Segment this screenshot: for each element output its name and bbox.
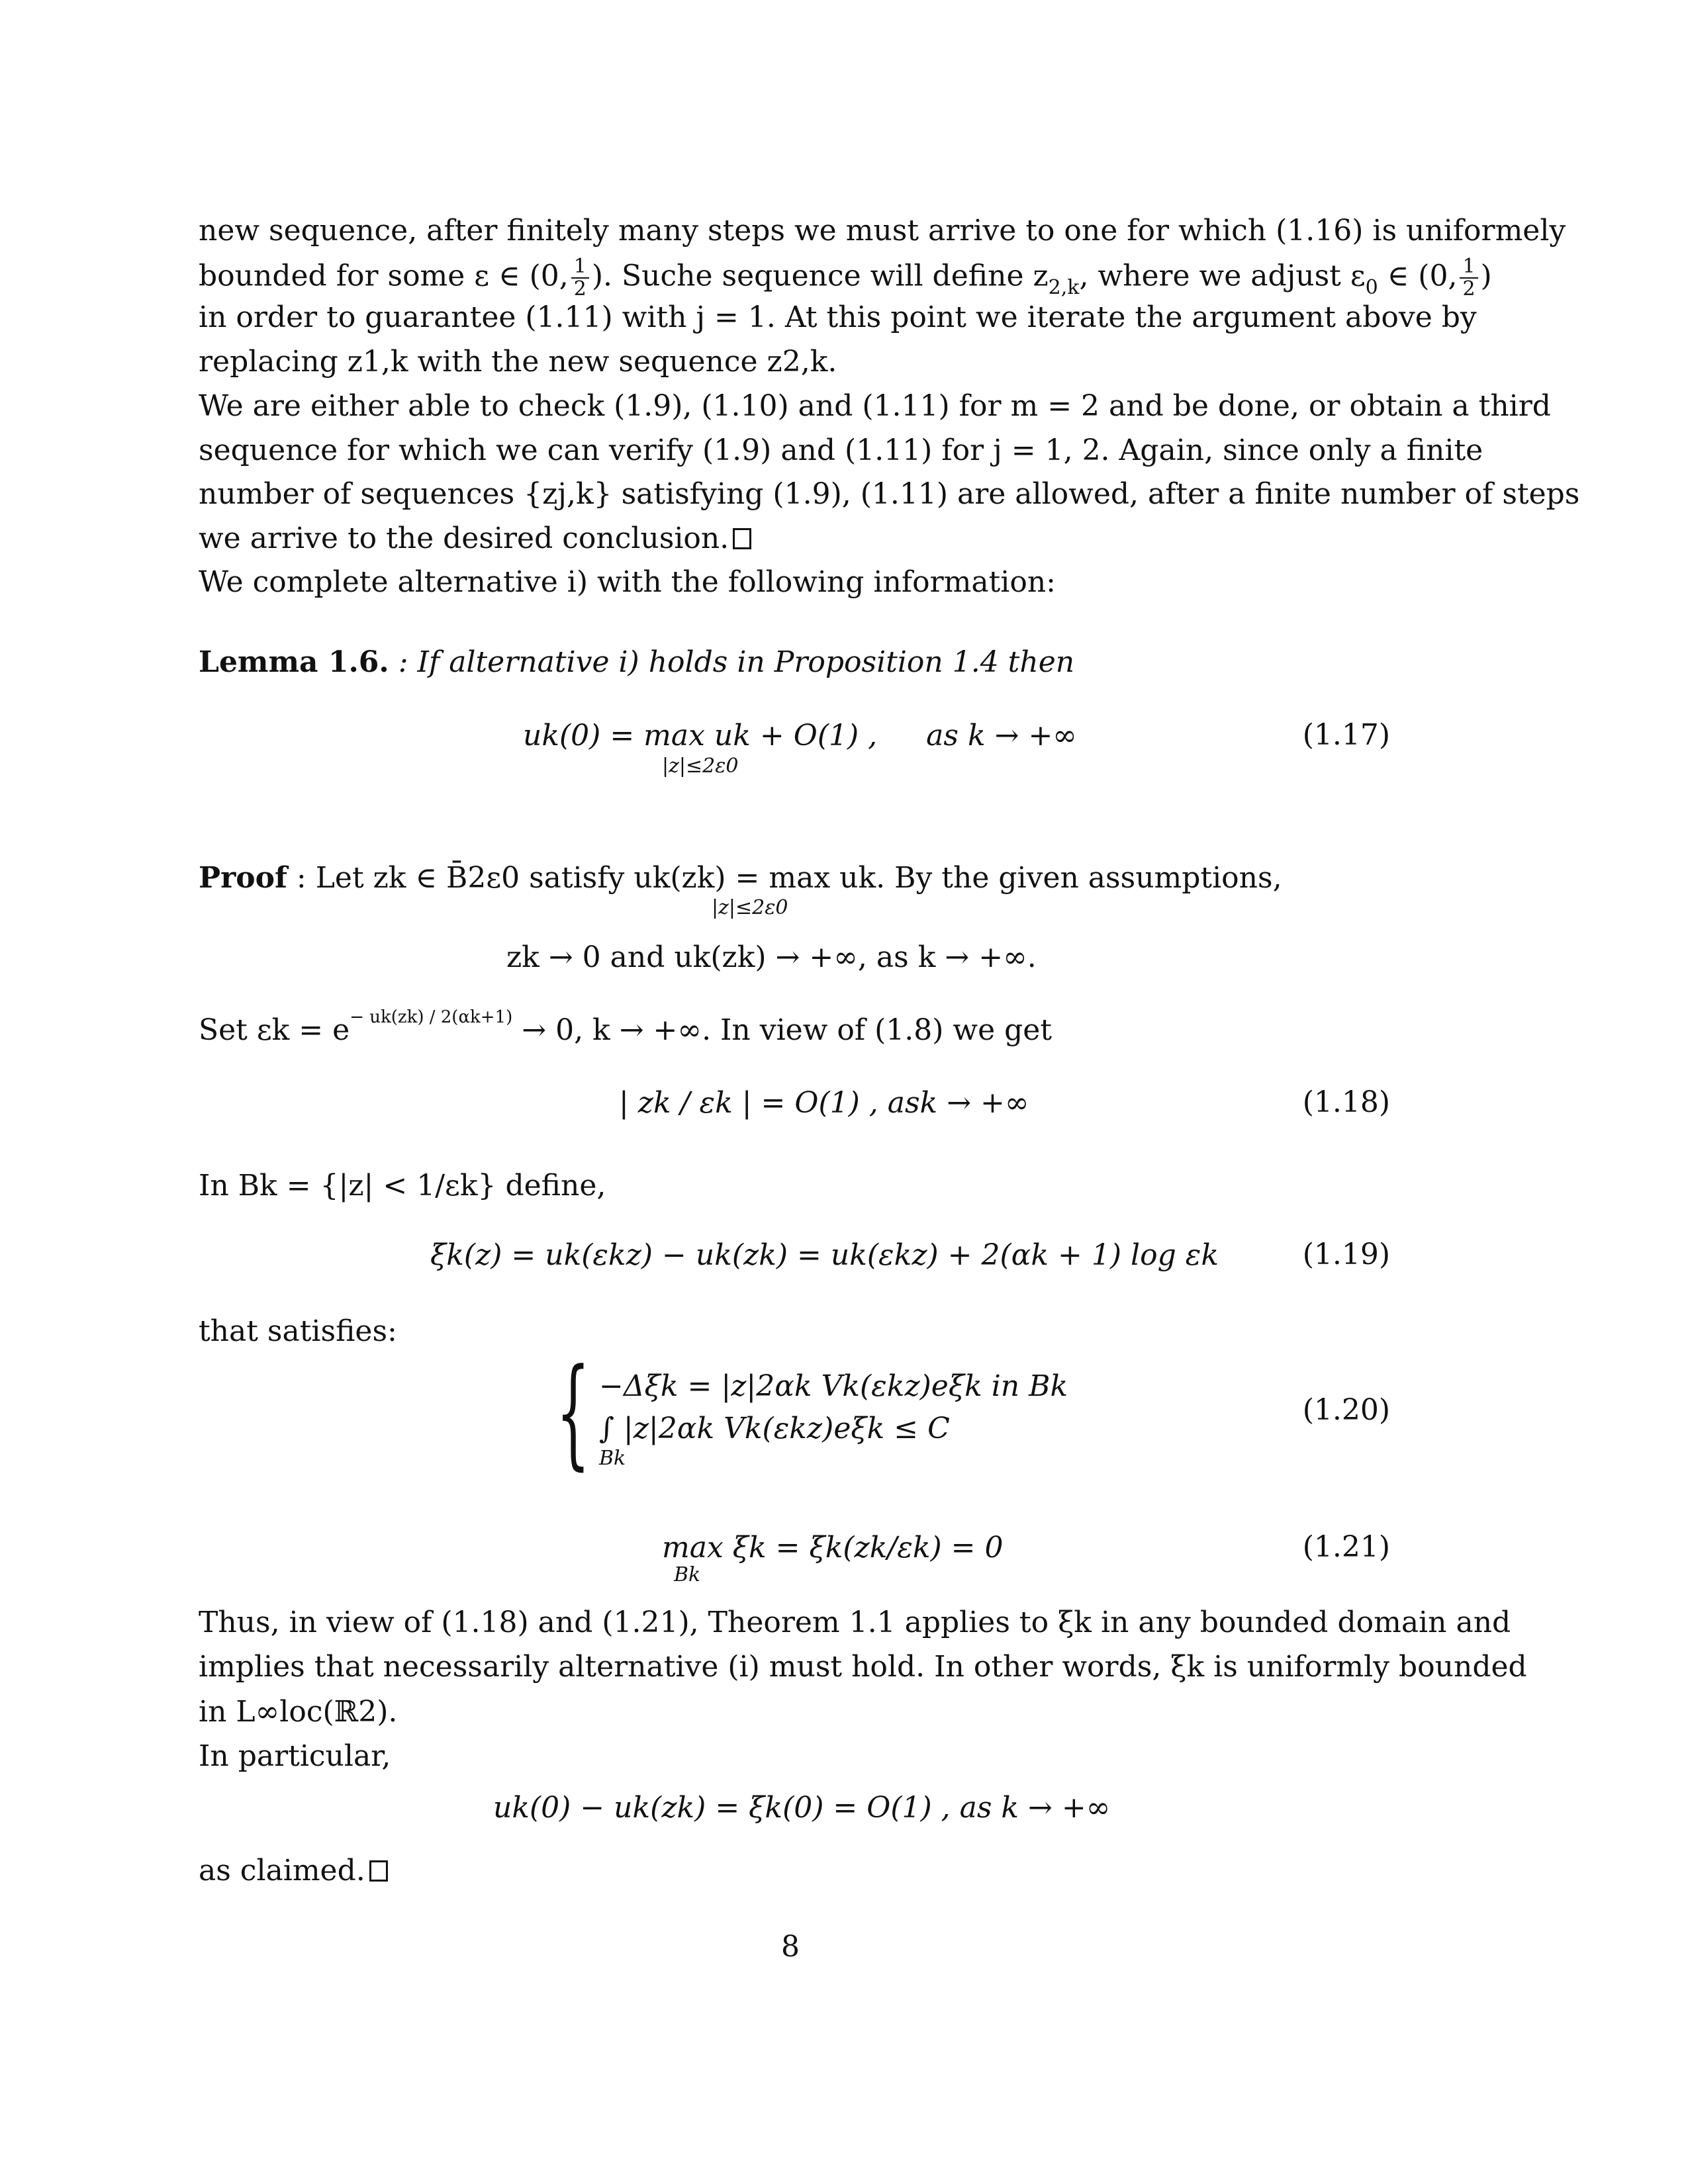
thus-line-4: In particular, [199, 1739, 391, 1773]
claimed-line: as claimed. [199, 1853, 1390, 1889]
equation-1-18: | zk / εk | = O(1) , ask → +∞ [619, 1086, 1029, 1120]
eq-number-1-19: (1.19) [1302, 1238, 1390, 1271]
text-line-7: number of sequences {zj,k} satisfying (1.9), (1.11) are allowed, after a finite number of steps [199, 477, 1580, 511]
equation-1-20-row1: −Δξk = |z|2αk Vk(εkz)eξk in Bk [599, 1369, 1068, 1403]
left-brace-icon: { [556, 1343, 590, 1482]
text-line-5: We are either able to check (1.9), (1.10) and (1.11) for m = 2 and be done, or obtain a third [199, 389, 1551, 423]
qed-box-icon [733, 528, 751, 549]
text-line-8: we arrive to the desired conclusion. [199, 521, 1390, 557]
eq-number-1-21: (1.21) [1302, 1530, 1390, 1564]
equation-1-21: max ξk = ξk(zk/εk) = 0 [662, 1531, 1004, 1565]
fraction-half: $\frac{1}{2}$ [571, 256, 589, 300]
text-line-9: We complete alternative i) with the following information: [199, 565, 1056, 599]
equation-1-19: ξk(z) = uk(εkz) − uk(zk) = uk(εkz) + 2(αk + 1) log εk [430, 1238, 1219, 1272]
page-number: 8 [781, 1930, 800, 1964]
eq-1-21-sub: Bk [674, 1563, 701, 1586]
thus-line-1: Thus, in view of (1.18) and (1.21), Theorem 1.1 applies to ξk in any bounded domain and [199, 1606, 1511, 1639]
text-line-6: sequence for which we can verify (1.9) and (1.11) for j = 1, 2. Again, since only a finite [199, 433, 1483, 467]
thus-line-2: implies that necessarily alternative (i) must hold. In other words, ξk is uniformly bounded [199, 1650, 1527, 1684]
fraction-half-2: $\frac{1}{2}$ [1460, 256, 1477, 300]
eq-1-20-int-sub: Bk [599, 1447, 626, 1470]
set-epsilon-line: Set $\varepsilon k = e^{- uk(zk) / 2(\alpha k+1)} \to 0$, k → +∞. In view of (1.8) we get [199, 1007, 1053, 1047]
in-bk-line: In Bk = {|z| < 1/εk} define, [199, 1169, 606, 1203]
text-line-1: new sequence, after finitely many steps we must arrive to one for which (1.16) is uniformely [199, 214, 1566, 248]
eq-number-1-20: (1.20) [1302, 1393, 1390, 1427]
proof-limit: |z|≤2ε0 [712, 896, 788, 919]
lemma-heading: Lemma 1.6. : If alternative i) holds in Proposition 1.4 then [199, 645, 1075, 679]
qed-box-icon-2 [369, 1860, 388, 1882]
eq-number-1-17: (1.17) [1302, 718, 1390, 752]
equation-limits: zk → 0 and uk(zk) → +∞, as k → +∞. [506, 940, 1037, 974]
text-line-3: in order to guarantee (1.11) with j = 1. At this point we iterate the argument above by [199, 300, 1477, 334]
eq-number-1-18: (1.18) [1302, 1085, 1390, 1119]
eq-1-17-limit: |z|≤2ε0 [662, 754, 739, 778]
text-line-4: replacing z1,k with the new sequence z2,k. [199, 345, 837, 379]
equation-1-20-row2: ∫ |z|2αk Vk(εkz)eξk ≤ C [599, 1412, 950, 1445]
equation-1-17: uk(0) = max uk + O(1) , as k → +∞ [523, 719, 1077, 752]
text-line-2: bounded for some ε ∈ (0, $\frac{1}{2}$ ). Suche sequence will define $z_{2,k}$, where we adjust $\varepsilon_0$ ∈ (0, $\frac{1}{2}$ ) [199, 255, 1492, 300]
proof-line: Proof : Let zk ∈ B̄2ε0 satisfy uk(zk) = max uk. By the given assumptions, [199, 861, 1282, 895]
thus-line-3: in L∞loc(ℝ2). [199, 1695, 398, 1729]
equation-final: uk(0) − uk(zk) = ξk(0) = O(1) , as k → +∞ [493, 1791, 1111, 1825]
satisfies-line: that satisfies: [199, 1314, 397, 1348]
